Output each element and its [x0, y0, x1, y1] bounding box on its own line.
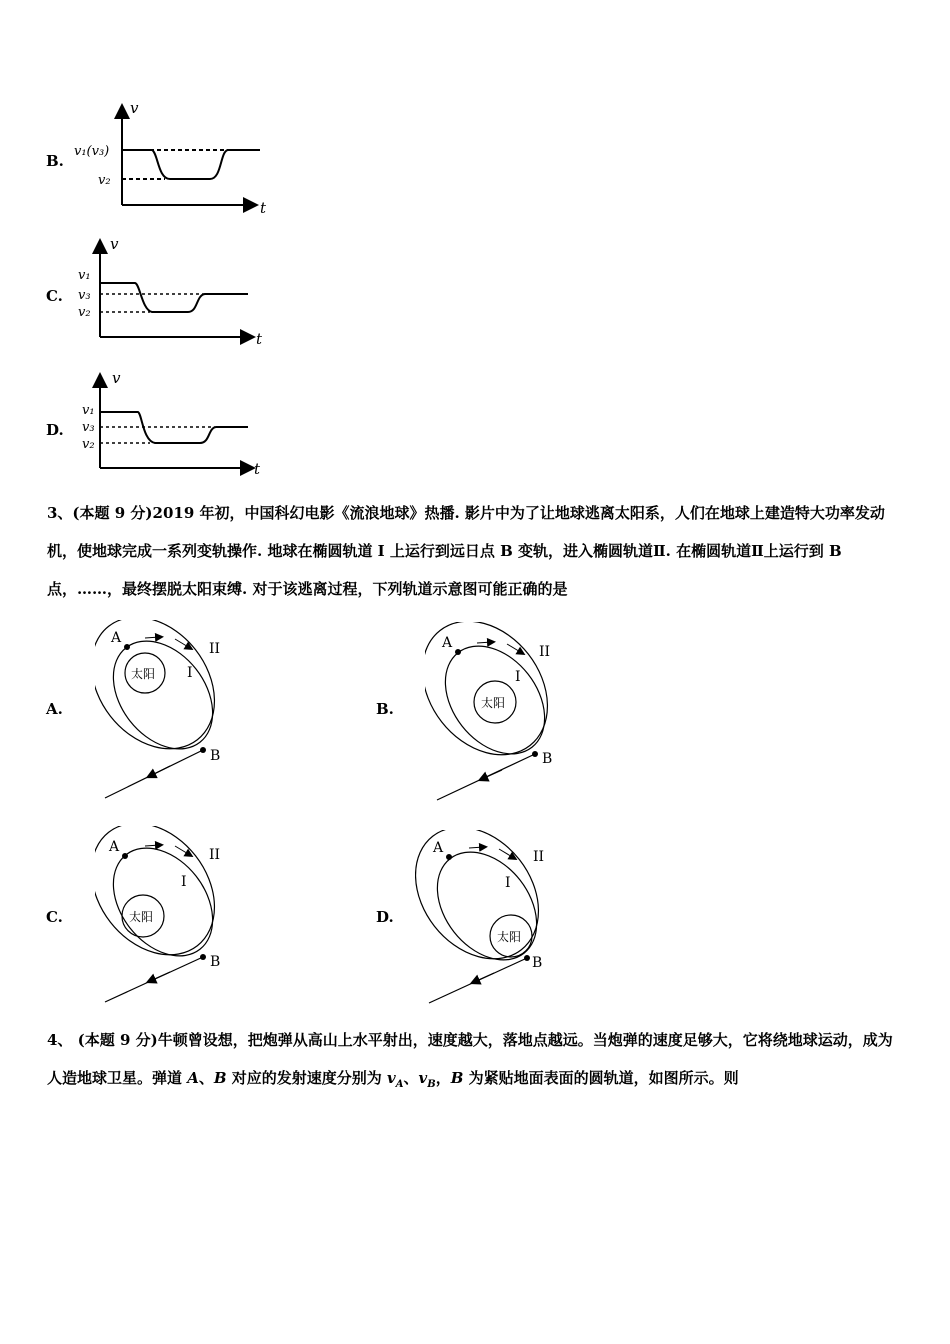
question-4 — [47, 1021, 907, 1104]
orbit-diagram-d — [415, 830, 575, 1015]
label-v2: v₂ — [78, 305, 91, 320]
point-a-label: A — [109, 839, 120, 855]
question-3: 3、(本题 9 分)2019 年初，中国科幻电影《流浪地球》热播. 影片中为了让地球逃离太阳系，人们在地球上建造特大功率发动机，使地球完成一系列变轨操作. 地球在椭圆轨道 I 上运行到远日点 B 变轨，进入椭圆轨道Ⅱ. 在椭圆轨道Ⅱ上运行到 B 点，……，最终摆脱太阳束缚. 对于该逃离过程，下列轨道示意图可能正确的是 — [47, 504, 885, 598]
point-b-label: B — [210, 954, 221, 970]
point-a-dot — [122, 853, 128, 859]
orbit-1-label: I — [505, 875, 511, 891]
label-v3: v₃ — [78, 288, 91, 303]
orbit-diagram-b — [425, 622, 575, 807]
escape-arrow — [474, 973, 494, 982]
orbit-arrow-inner — [145, 845, 160, 846]
label-v1v3: v₁(v₃) — [74, 144, 110, 159]
orbit-arrow-inner — [145, 637, 160, 638]
label-v2: v₂ — [98, 173, 111, 188]
orbit-arrow-outer — [507, 644, 522, 653]
graph-b — [70, 95, 280, 220]
orbit-diagram-a — [95, 620, 245, 805]
orbit-1-label: I — [181, 874, 187, 890]
q4-part-1: 4、 (本题 9 分)牛顿曾设想，把炮弹从高山上水平射出，速度越大，落地点越远。当炮弹的速度足够大，它将绕地球运动，成为人造地球卫星。弹道 — [47, 1031, 893, 1087]
orbit-arrow-inner — [469, 847, 484, 848]
sun-label: 太阳 — [129, 910, 154, 924]
orbit-option-d-label: D. — [376, 908, 394, 926]
orbit-option-b-label: B. — [376, 700, 394, 718]
orbit-arrow-inner — [477, 642, 492, 643]
q4-trajectory-b: B — [213, 1069, 227, 1087]
option-c-label: C. — [46, 287, 63, 305]
graph-c — [70, 232, 280, 352]
escape-arrow — [150, 766, 170, 776]
q4-part-3: 为紧贴地面表面的圆轨道，如图所示。则 — [463, 1069, 739, 1087]
point-b-label: B — [210, 748, 221, 764]
orbit-option-a-label: A. — [46, 700, 63, 718]
point-a-label: A — [442, 635, 453, 651]
q4-separator-1: 、 — [198, 1069, 214, 1087]
orbit-1-label: I — [515, 669, 521, 685]
label-v3: v₃ — [82, 420, 95, 435]
orbit-2-label: II — [539, 644, 551, 660]
label-v1: v₁ — [78, 268, 91, 283]
q4-trajectory-a: A — [187, 1069, 199, 1087]
escape-arrow — [482, 770, 502, 779]
orbit-2-label: II — [209, 641, 221, 657]
x-axis-label: t — [260, 199, 267, 217]
graph-d — [70, 366, 280, 481]
point-a-dot — [446, 854, 452, 860]
option-d-label: D. — [46, 421, 64, 439]
y-axis-label: v — [130, 99, 139, 117]
point-a-dot — [124, 644, 130, 650]
velocity-curve — [122, 150, 260, 179]
sun-label: 太阳 — [131, 667, 156, 681]
q4-separator-2: 、 — [403, 1069, 419, 1087]
orbit-2-label: II — [209, 847, 221, 863]
point-b-label: B — [532, 955, 543, 971]
point-a-label: A — [111, 630, 122, 646]
escape-arrow — [150, 972, 170, 981]
q4-velocity-b: $v_B$ — [418, 1069, 436, 1090]
q4-separator-3: ， — [435, 1069, 451, 1087]
label-v1: v₁ — [82, 403, 95, 418]
point-a-label: A — [433, 840, 444, 856]
q4-velocity-a: $v_A$ — [387, 1069, 404, 1090]
sun-label: 太阳 — [481, 696, 506, 710]
orbit-diagram-c — [95, 826, 245, 1011]
x-axis-label: t — [256, 330, 263, 348]
orbit-1-label: I — [187, 665, 193, 681]
option-b-label: B. — [46, 152, 64, 170]
orbit-option-c-label: C. — [46, 908, 63, 926]
point-b-label: B — [542, 751, 553, 767]
orbit-2-label: II — [533, 849, 545, 865]
y-axis-label: v — [112, 369, 121, 387]
q4-trajectory-b-2: B — [450, 1069, 464, 1087]
q4-part-2: 对应的发射速度分别为 — [226, 1069, 388, 1087]
label-v2: v₂ — [82, 437, 95, 452]
y-axis-label: v — [110, 235, 119, 253]
sun-label: 太阳 — [497, 930, 522, 944]
point-a-dot — [455, 649, 461, 655]
velocity-curve — [100, 283, 248, 312]
x-axis-label: t — [254, 460, 261, 478]
